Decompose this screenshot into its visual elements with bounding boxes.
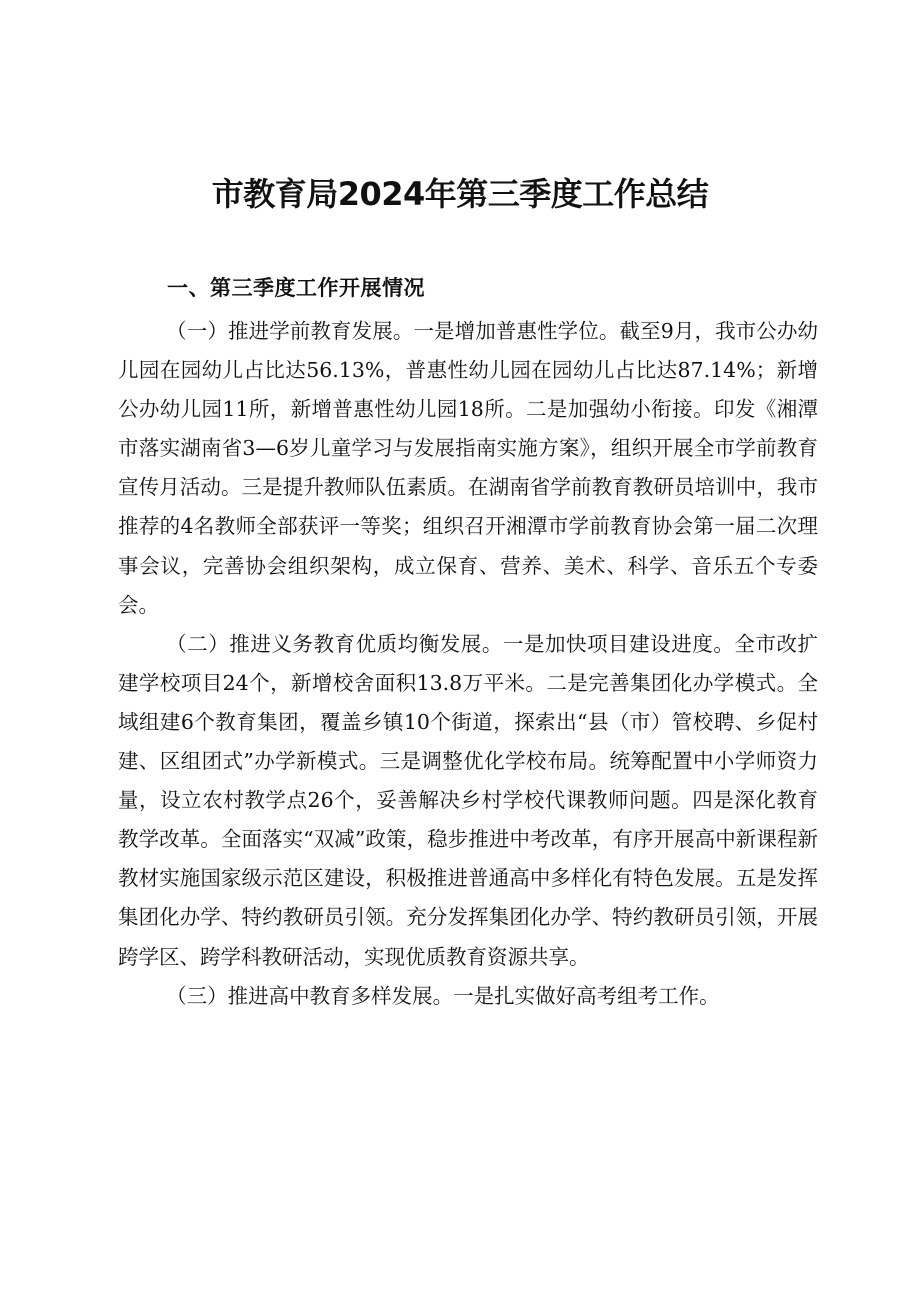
document-body [118,312,818,1016]
document-title: 市教育局2024年第三季度工作总结 [211,175,709,213]
paragraph-highschool: （三）推进高中教育多样发展。一是扎实做好高考组考工作。 [166,983,720,1008]
section-heading: 一、第三季度工作开展情况 [167,276,425,300]
paragraph-preschool: （一）推进学前教育发展。一是增加普惠性学位。截至9月，我市公办幼儿园在园幼儿占比达56.13%，普惠性幼儿园在园幼儿占比达87.14%；新增公办幼儿园11所，新增普惠性幼儿园18所。二是加强幼小衔接。印发《湘潭市落实湖南省3—6岁儿童学习与发展指南实施方案》，组织开展全市学前教育宣传月活动。三是提升教师队伍素质。在湖南省学前教育教研员培训中，我市推荐的4名教师全部获评一等奖；组织召开湘潭市学前教育协会第一届二次理事会议，完善协会组织架构，成立保育、营养、美术、科学、音乐五个专委会。 [118,319,818,617]
paragraph-compulsory: （二）推进义务教育优质均衡发展。一是加快项目建设进度。全市改扩建学校项目24个，新增校舍面积13.8万平米。二是完善集团化办学模式。全域组建6个教育集团，覆盖乡镇10个街道，探索出“县（市）管校聘、乡促村建、区组团式”办学新模式。三是调整优化学校布局。统筹配置中小学师资力量，设立农村教学点26个，妥善解决乡村学校代课教师问题。四是深化教育教学改革。全面落实“双减”政策，稳步推进中考改革，有序开展高中新课程新教材实施国家级示范区建设，积极推进普通高中多样化有特色发展。五是发挥集团化办学、特约教研员引领。充分发挥集团化办学、特约教研员引领，开展跨学区、跨学科教研活动，实现优质教育资源共享。 [118,631,818,969]
